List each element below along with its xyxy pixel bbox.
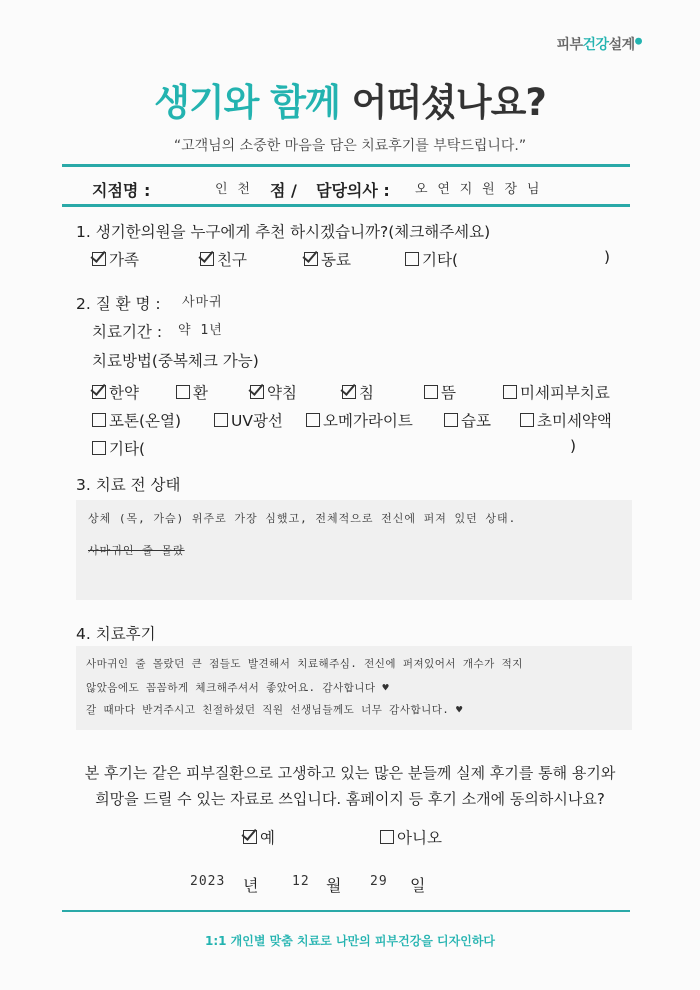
checkbox-checked-icon	[304, 252, 318, 266]
title-part2: 어떠셨나요?	[351, 81, 546, 124]
q1-option-coworker[interactable]: 동료	[304, 248, 351, 270]
checkbox-checked-icon	[243, 830, 257, 844]
q4-line3: 갈 때마다 반겨주시고 친절하셨던 직원 선생님들께도 너무 감사합니다. ♥	[86, 704, 463, 716]
brand-dot-icon: ●	[634, 36, 642, 47]
q2-disease-value[interactable]: 사마귀	[182, 295, 223, 310]
q2-disease-label: 2. 질 환 명 :	[76, 295, 161, 313]
date-day-value[interactable]: 29	[370, 874, 388, 889]
title-part1: 생기와 함께	[154, 81, 340, 124]
method-option-pill[interactable]: 환	[176, 381, 208, 403]
q4-line1: 사마귀인 줄 몰랐던 큰 점들도 발견해서 치료해주심. 전신에 퍼져있어서 개수가 적지	[86, 658, 523, 670]
top-divider	[62, 164, 630, 167]
method-option-uv[interactable]: UV광선	[214, 409, 283, 431]
method-other-close: )	[570, 437, 577, 455]
branch-divider	[62, 204, 630, 207]
date-day-unit: 일	[410, 876, 426, 895]
method-option-acupuncture[interactable]: 침	[342, 381, 374, 403]
doctor-label: 담당의사 :	[316, 181, 390, 200]
brand-accent: 건강	[582, 37, 609, 53]
checkbox-icon	[306, 413, 320, 427]
brand-prefix: 피부	[556, 37, 583, 53]
checkbox-checked-icon	[92, 385, 106, 399]
checkbox-icon	[444, 413, 458, 427]
q3-line1: 상체 (목, 가슴) 위주로 가장 심했고, 전체적으로 전신에 퍼져 있던 상태.	[88, 512, 517, 525]
checkbox-checked-icon	[92, 252, 106, 266]
date-month-unit: 월	[326, 876, 342, 895]
checkbox-checked-icon	[200, 252, 214, 266]
date-month-value[interactable]: 12	[292, 874, 310, 889]
q1-other-close: )	[604, 248, 611, 266]
q1-option-other[interactable]: 기타(	[405, 248, 458, 270]
method-option-ultrafine[interactable]: 초미세약액	[520, 409, 612, 431]
branch-label: 지점명 :	[92, 181, 151, 200]
brand-logo	[556, 34, 642, 54]
checkbox-checked-icon	[250, 385, 264, 399]
checkbox-icon	[176, 385, 190, 399]
consent-text-2: 희망을 드릴 수 있는 자료로 쓰입니다. 홈페이지 등 후기 소개에 동의하시나요?	[95, 790, 605, 808]
consent-no-option[interactable]: 아니오	[380, 826, 442, 848]
method-option-other[interactable]: 기타(	[92, 437, 145, 459]
method-option-herbal[interactable]: 한약	[92, 381, 139, 403]
method-option-micro-skin[interactable]: 미세피부치료	[503, 381, 610, 403]
method-option-compress[interactable]: 습포	[444, 409, 491, 431]
checkbox-icon	[520, 413, 534, 427]
q1-option-family[interactable]: 가족	[92, 248, 139, 270]
q1-option-friend[interactable]: 친구	[200, 248, 247, 270]
method-option-moxibustion[interactable]: 뜸	[424, 381, 456, 403]
method-option-pharmacopuncture[interactable]: 약침	[250, 381, 297, 403]
consent-text-1: 본 후기는 같은 피부질환으로 고생하고 있는 많은 분들께 실제 후기를 통해 용기와	[84, 764, 616, 782]
q2-period-label: 치료기간 :	[92, 323, 163, 341]
q2-period-value[interactable]: 약 1년	[178, 323, 223, 338]
footer-tagline: 1:1 개인별 맞춤 치료로 나만의 피부건강을 디자인하다	[205, 934, 495, 948]
checkbox-icon	[503, 385, 517, 399]
footer-divider	[62, 910, 630, 912]
method-option-photon[interactable]: 포톤(온열)	[92, 409, 181, 431]
q1-question: 1. 생기한의원을 누구에게 추천 하시겠습니까?(체크해주세요)	[76, 223, 491, 241]
date-year-value[interactable]: 2023	[190, 874, 226, 889]
q4-line2: 않았음에도 꼼꼼하게 체크해주셔서 좋았어요. 감사합니다 ♥	[86, 682, 390, 694]
page-title	[0, 72, 700, 126]
checkbox-icon	[424, 385, 438, 399]
branch-value[interactable]: 인 천	[215, 182, 251, 197]
page-subtitle: “고객님의 소중한 마음을 담은 치료후기를 부탁드립니다.”	[173, 138, 527, 154]
q2-method-label: 치료방법(중복체크 가능)	[92, 352, 259, 370]
checkbox-icon	[92, 413, 106, 427]
checkbox-checked-icon	[342, 385, 356, 399]
checkbox-icon	[380, 830, 394, 844]
checkbox-icon	[214, 413, 228, 427]
checkbox-icon	[92, 441, 106, 455]
brand-suffix: 설계	[608, 37, 635, 53]
date-year-unit: 년	[243, 876, 259, 895]
q3-heading: 3. 치료 전 상태	[76, 476, 181, 494]
branch-suffix: 점 /	[270, 181, 297, 200]
q3-line2-struck: 사마귀인 줄 몰랐	[88, 544, 185, 557]
doctor-value[interactable]: 오 연 지 원 장 님	[415, 182, 541, 197]
consent-yes-option[interactable]: 예	[243, 826, 275, 848]
checkbox-icon	[405, 252, 419, 266]
method-option-omega-light[interactable]: 오메가라이트	[306, 409, 413, 431]
q4-heading: 4. 치료후기	[76, 625, 156, 643]
